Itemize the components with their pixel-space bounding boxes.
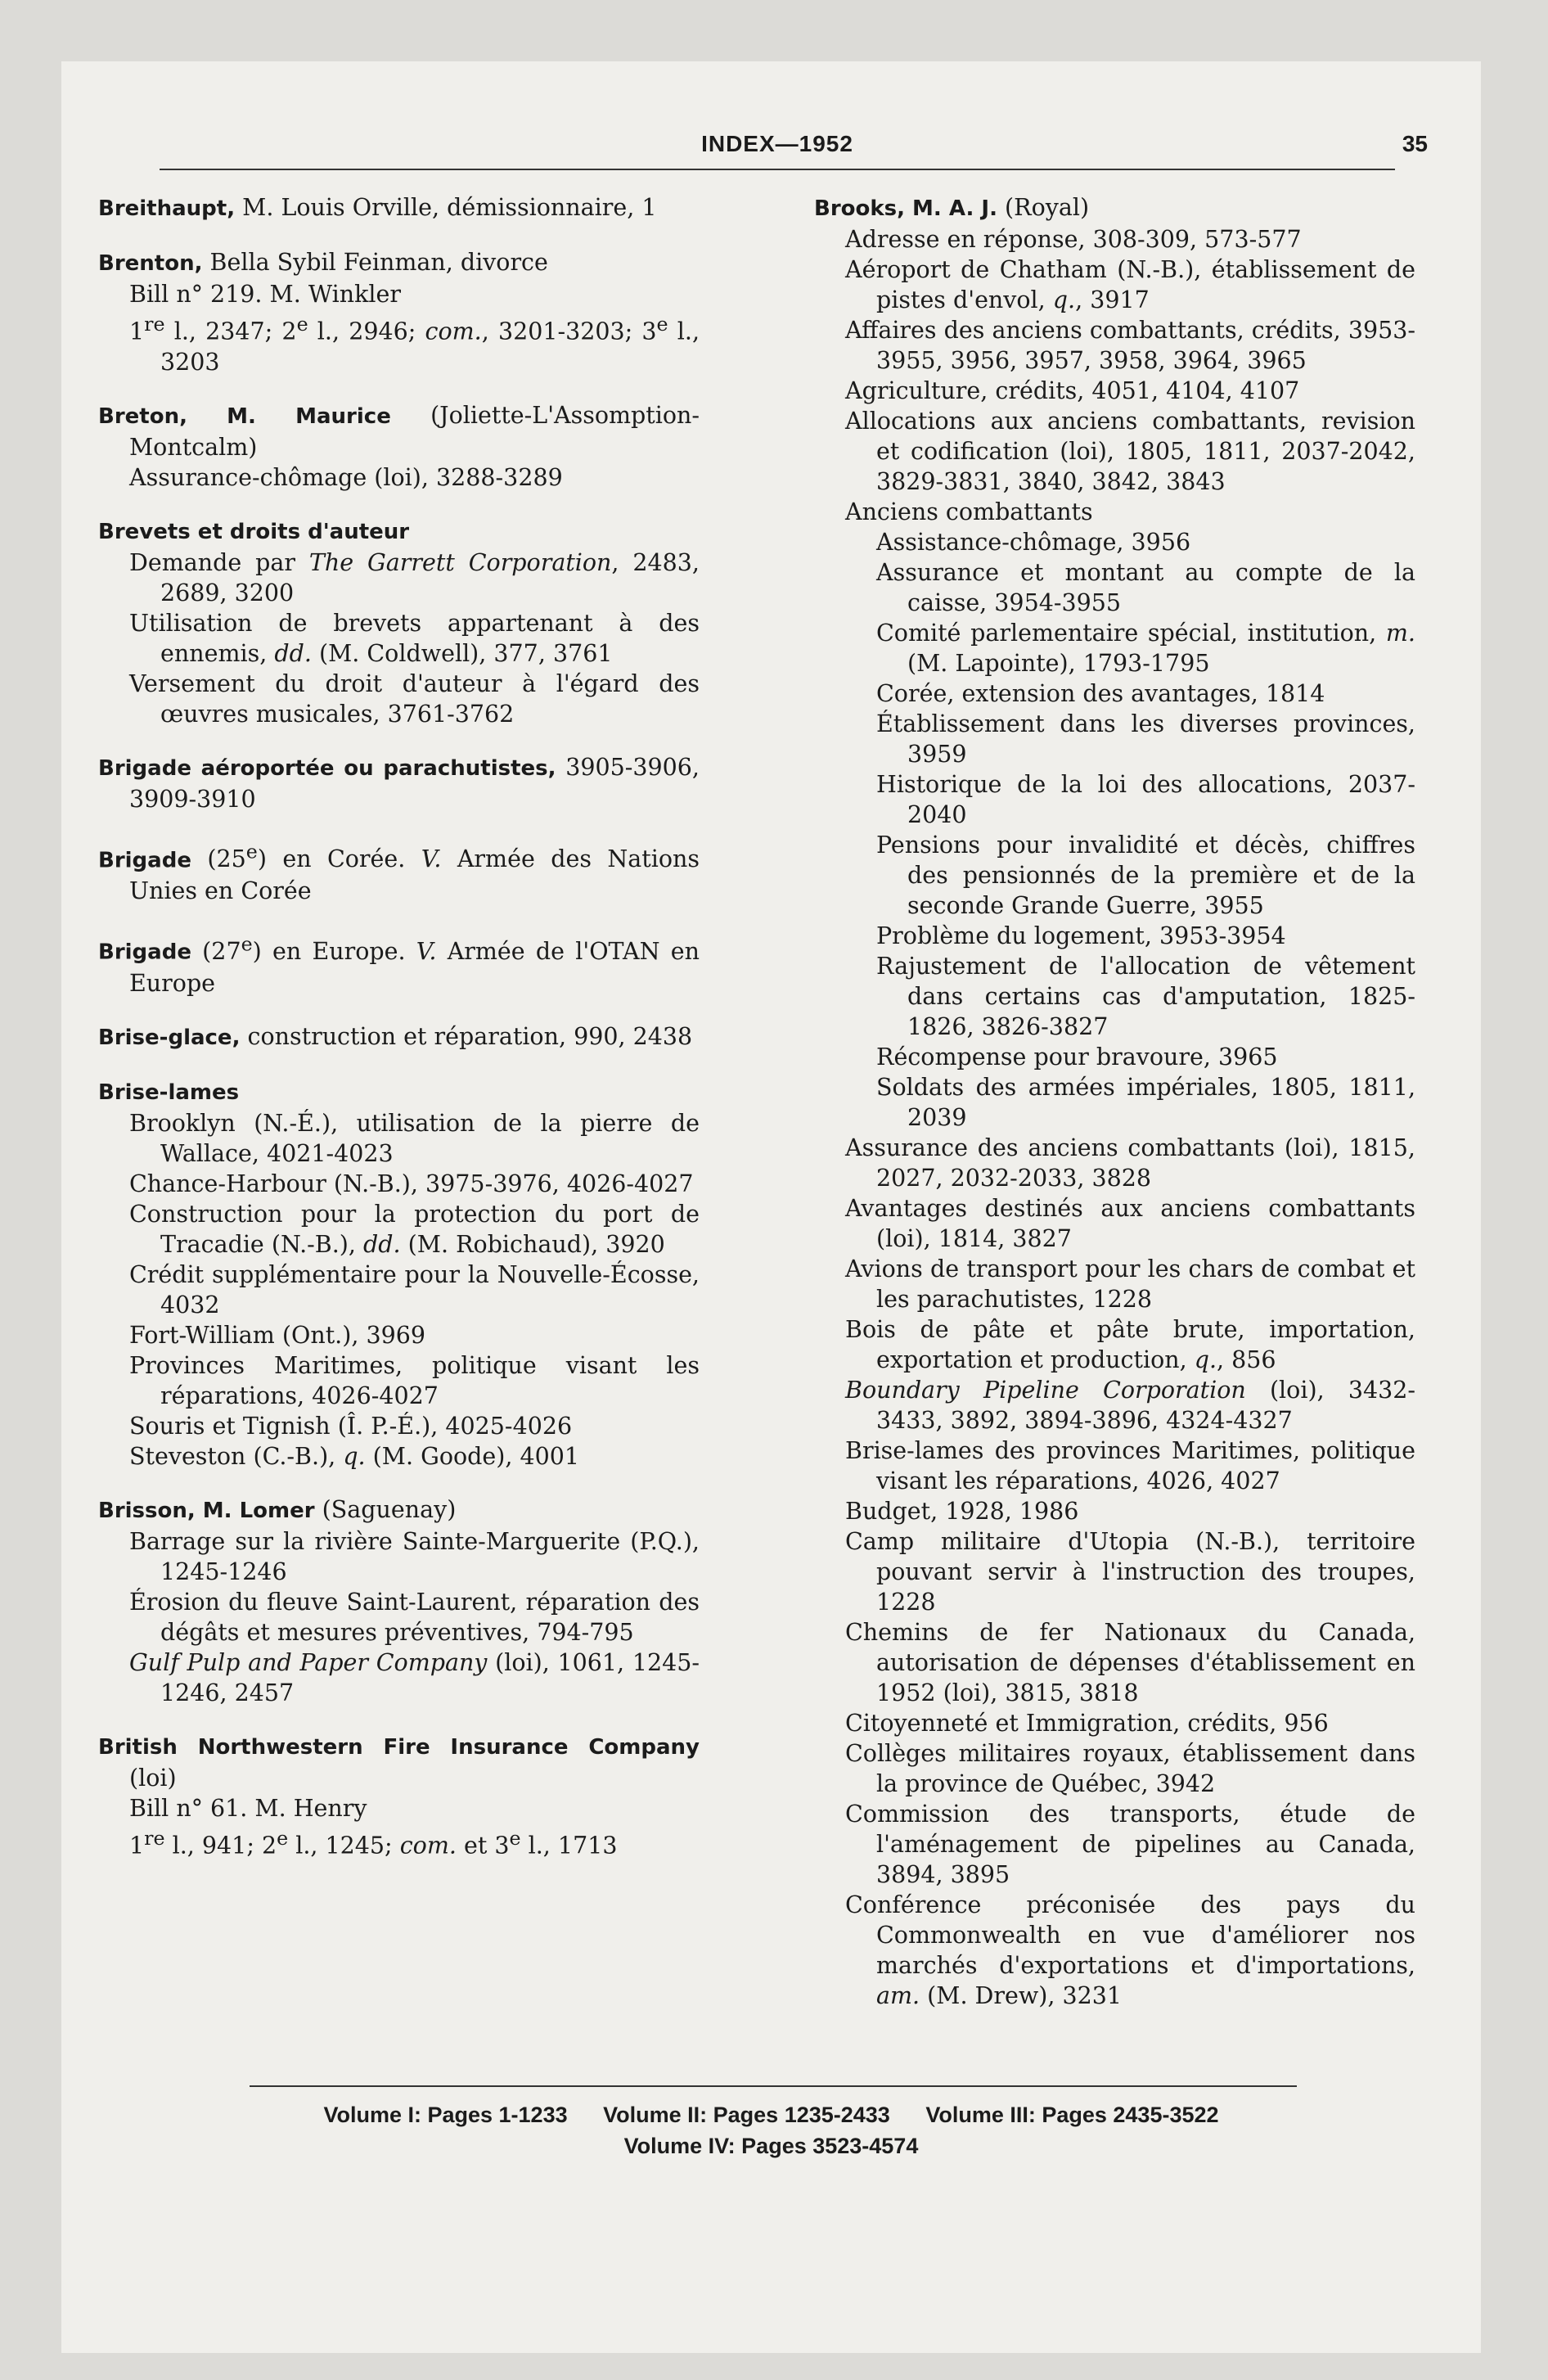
- entry-subitem: Steveston (C.-B.), q. (M. Goode), 4001: [129, 1442, 580, 1470]
- entry-subitem: Rajustement de l'allocation de vêtement dans certains cas d'amputation, 1825-1826, 3826-3827: [876, 953, 1415, 1040]
- index-column-left: [98, 192, 700, 1883]
- index-entry: [98, 400, 700, 493]
- index-entry: [98, 929, 700, 998]
- entry-keyword: Brenton,: [98, 251, 203, 276]
- entry-text: construction et réparation, 990, 2438: [240, 1022, 693, 1050]
- entry-heading: [98, 400, 700, 462]
- volume-range: Volume IV: Pages 3523-4574: [623, 2134, 919, 2158]
- entry-keyword: Brise-glace,: [98, 1025, 241, 1050]
- index-entry: [98, 1494, 700, 1708]
- entry-subitem: Bois de pâte et pâte brute, importation, exportation et production, q., 856: [845, 1316, 1415, 1373]
- entry-subitem: Versement du droit d'auteur à l'égard des œuvres musicales, 3761-3762: [129, 669, 700, 728]
- entry-heading: [98, 192, 700, 224]
- index-entry: [98, 1076, 700, 1472]
- entry-subitem: Utilisation de brevets appartenant à des ennemis, dd. (M. Coldwell), 377, 3761: [129, 609, 700, 667]
- entry-subitem: Problème du logement, 3953-3954: [876, 922, 1286, 949]
- entry-heading: [98, 1076, 700, 1108]
- entry-text: Bella Sybil Feinman, divorce: [202, 249, 548, 276]
- index-entry: [814, 192, 1415, 2011]
- entry-text: M. Louis Orville, démissionnaire, 1: [235, 194, 657, 221]
- entry-heading: [98, 1021, 700, 1053]
- volume-range: Volume II: Pages 1235-2433: [603, 2103, 890, 2127]
- index-entry: [98, 516, 700, 729]
- entry-text: (Saguenay): [314, 1495, 457, 1523]
- index-entry: [98, 1731, 700, 1861]
- page-title: INDEX—1952: [701, 131, 853, 156]
- index-entry: [98, 192, 700, 224]
- header-rule: [160, 169, 1395, 170]
- entry-heading: [814, 192, 1415, 224]
- entry-subitem: Brise-lames des provinces Maritimes, politique visant les réparations, 4026, 4027: [845, 1437, 1415, 1494]
- entry-subitem: Corée, extension des avantages, 1814: [876, 680, 1325, 707]
- entry-keyword: Brigade: [98, 940, 191, 965]
- entry-keyword: British Northwestern Fire Insurance Company: [98, 1734, 700, 1760]
- entry-subitem: Crédit supplémentaire pour la Nouvelle-Écosse, 4032: [129, 1260, 700, 1318]
- volume-footer: [61, 2099, 1481, 2161]
- entry-subitem: Adresse en réponse, 308-309, 573-577: [845, 226, 1302, 253]
- entry-subitem: Demande par The Garrett Corporation, 2483, 2689, 3200: [129, 548, 700, 606]
- entry-subitem: Bill n° 219. M. Winkler: [129, 281, 401, 308]
- entry-subitem: Avantages destinés aux anciens combattants (loi), 1814, 3827: [845, 1195, 1415, 1252]
- entry-subitem: Budget, 1928, 1986: [845, 1498, 1079, 1525]
- entry-subitem: Assistance-chômage, 3956: [876, 529, 1191, 556]
- entry-subitem: Comité parlementaire spécial, institution, m. (M. Lapointe), 1793-1795: [876, 620, 1415, 677]
- volume-range: Volume III: Pages 2435-3522: [925, 2103, 1219, 2127]
- entry-subitem: Gulf Pulp and Paper Company (loi), 1061, 1245-1246, 2457: [129, 1648, 700, 1706]
- index-entry: [98, 247, 700, 377]
- entry-subitem: Érosion du fleuve Saint-Laurent, réparation des dégâts et mesures préventives, 794-795: [129, 1588, 700, 1646]
- entry-subitem: Citoyenneté et Immigration, crédits, 956: [845, 1710, 1329, 1737]
- entry-subitem: Anciens combattants: [845, 498, 1093, 525]
- entry-keyword: Brevets et droits d'auteur: [98, 519, 410, 544]
- entry-subitem: Commission des transports, étude de l'aménagement de pipelines au Canada, 3894, 3895: [845, 1801, 1415, 1888]
- entry-text: 3905-3906, 3909-3910: [129, 753, 700, 813]
- entry-keyword: Brigade aéroportée ou parachutistes,: [98, 755, 556, 781]
- entry-subitem: Assurance et montant au compte de la caisse, 3954-3955: [876, 559, 1415, 616]
- entry-heading: [98, 516, 700, 548]
- entry-heading: [98, 752, 700, 814]
- entry-subitem: Souris et Tignish (Î. P.-É.), 4025-4026: [129, 1412, 573, 1440]
- index-entry: [98, 837, 700, 907]
- entry-subitem: Soldats des armées impériales, 1805, 1811, 2039: [876, 1074, 1415, 1131]
- entry-subitem: Assurance-chômage (loi), 3288-3289: [129, 463, 563, 491]
- entry-keyword: Brise-lames: [98, 1080, 240, 1105]
- entry-subitem: Aéroport de Chatham (N.-B.), établissement de pistes d'envol, q., 3917: [845, 256, 1415, 313]
- entry-subitem: Agriculture, crédits, 4051, 4104, 4107: [845, 377, 1300, 404]
- entry-subitem: Affaires des anciens combattants, crédits, 3953-3955, 3956, 3957, 3958, 3964, 3965: [845, 317, 1415, 374]
- index-page: [61, 61, 1481, 2353]
- entry-subitem: 1re l., 2347; 2e l., 2946; com., 3201-3203; 3e l., 3203: [129, 313, 700, 376]
- entry-text: (loi): [129, 1764, 177, 1792]
- entry-keyword: Brigade: [98, 848, 191, 872]
- entry-keyword: Breton, M. Maurice: [98, 403, 391, 429]
- entry-heading: [98, 837, 700, 907]
- page-number: 35: [1402, 131, 1428, 156]
- entry-keyword: Brooks, M. A. J.: [814, 196, 997, 221]
- entry-subitem: Récompense pour bravoure, 3965: [876, 1044, 1278, 1071]
- entry-subitem: Pensions pour invalidité et décès, chiffres des pensionnés de la première et de la seconde Grande Guerre, 3955: [876, 832, 1415, 919]
- entry-subitem: Bill n° 61. M. Henry: [129, 1794, 367, 1822]
- entry-subitem: Avions de transport pour les chars de combat et les parachutistes, 1228: [845, 1255, 1415, 1313]
- entry-subitem: Chemins de fer Nationaux du Canada, autorisation de dépenses d'établissement en 1952 (loi), 3815, 3818: [845, 1619, 1415, 1706]
- entry-subitem: Fort-William (Ont.), 3969: [129, 1321, 425, 1349]
- index-entry: [98, 1021, 700, 1053]
- entry-subitem: 1re l., 941; 2e l., 1245; com. et 3e l., 1713: [129, 1826, 618, 1859]
- entry-subitem: Provinces Maritimes, politique visant les réparations, 4026-4027: [129, 1351, 700, 1409]
- entry-text: (Joliette-L'Assomption-Montcalm): [129, 401, 700, 461]
- entry-subitem: Assurance des anciens combattants (loi), 1815, 2027, 2032-2033, 3828: [845, 1134, 1415, 1192]
- entry-keyword: Breithaupt,: [98, 196, 236, 221]
- entry-subitem: Construction pour la protection du port de Tracadie (N.-B.), dd. (M. Robichaud), 3920: [129, 1200, 700, 1258]
- entry-subitem: Conférence préconisée des pays du Commonwealth en vue d'améliorer nos marchés d'exportations et d'importations, am. (M. Drew), 3231: [845, 1891, 1415, 2009]
- entry-subitem: Historique de la loi des allocations, 2037-2040: [876, 771, 1415, 828]
- volume-range: Volume I: Pages 1-1233: [323, 2103, 568, 2127]
- entry-subitem: Boundary Pipeline Corporation (loi), 3432-3433, 3892, 3894-3896, 4324-4327: [845, 1377, 1415, 1434]
- entry-heading: [98, 1731, 700, 1793]
- entry-subitem: Collèges militaires royaux, établissement dans la province de Québec, 3942: [845, 1740, 1415, 1797]
- index-entry: [98, 752, 700, 814]
- entry-heading: [98, 247, 700, 279]
- entry-text: (25e) en Corée. V. Armée des Nations Unies en Corée: [129, 840, 700, 904]
- entry-heading: [98, 929, 700, 998]
- index-column-right: [814, 192, 1415, 2034]
- entry-subitem: Établissement dans les diverses provinces, 3959: [876, 710, 1415, 768]
- entry-subitem: Camp militaire d'Utopia (N.-B.), territoire pouvant servir à l'instruction des troupes, 1228: [845, 1528, 1415, 1616]
- entry-subitem: Allocations aux anciens combattants, revision et codification (loi), 1805, 1811, 2037-2042, 3829-3831, 3840, 3842, 3843: [845, 408, 1415, 495]
- entry-subitem: Barrage sur la rivière Sainte-Marguerite (P.Q.), 1245-1246: [129, 1527, 700, 1585]
- entry-subitem: Brooklyn (N.-É.), utilisation de la pierre de Wallace, 4021-4023: [129, 1109, 700, 1167]
- entry-subitem: Chance-Harbour (N.-B.), 3975-3976, 4026-4027: [129, 1170, 694, 1197]
- entry-text: (Royal): [997, 194, 1090, 221]
- entry-heading: [98, 1494, 700, 1526]
- entry-keyword: Brisson, M. Lomer: [98, 1498, 315, 1523]
- entry-text: (27e) en Europe. V. Armée de l'OTAN en Europe: [129, 932, 700, 997]
- footer-rule: [250, 2085, 1297, 2087]
